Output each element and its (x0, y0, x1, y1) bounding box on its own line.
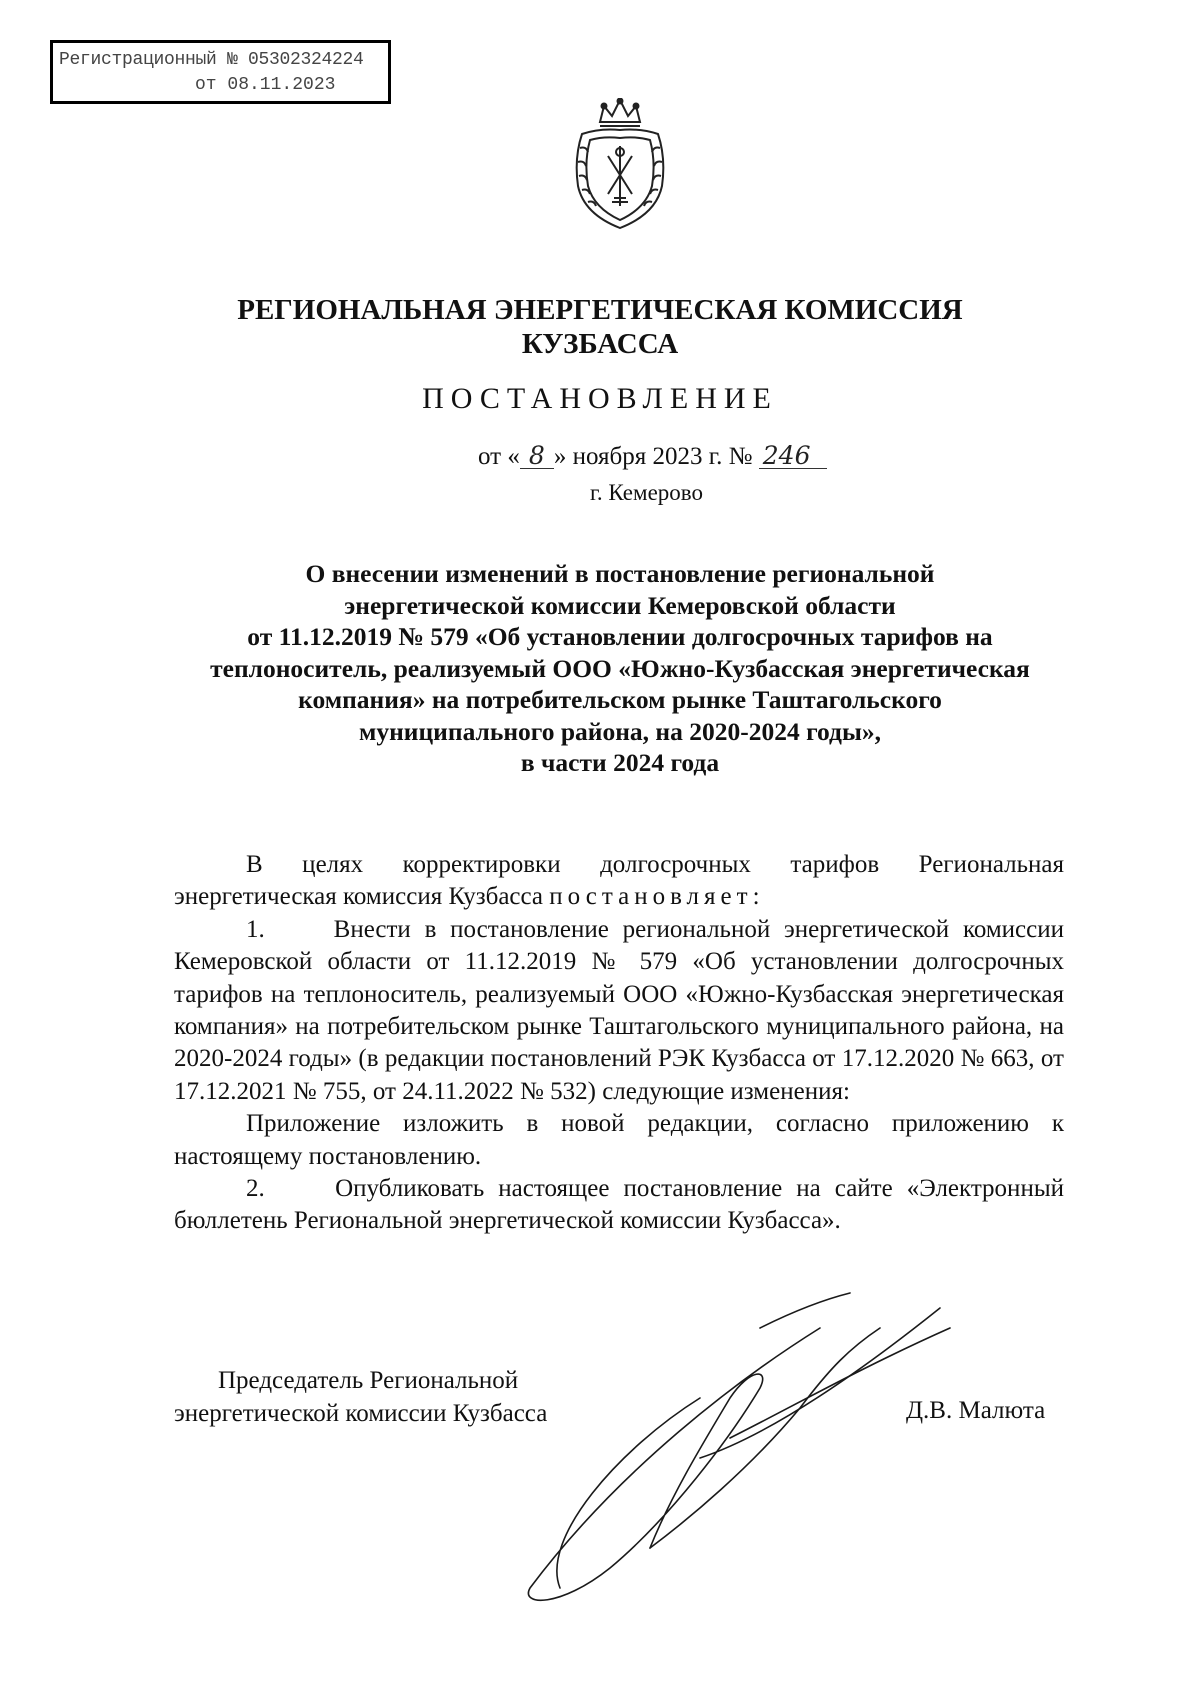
title-line: в части 2024 года (520, 748, 720, 777)
item-2 (174, 1173, 1064, 1238)
date-middle: » ноября 2023 г. № (553, 443, 753, 470)
coat-of-arms-icon (570, 98, 670, 232)
handwritten-number: 246 (759, 444, 827, 469)
document-type: ПОСТАНОВЛЕНИЕ (422, 382, 778, 415)
signer-position-line1: Председатель Региональной (218, 1367, 519, 1394)
organization-name-line2: КУЗБАССА (521, 328, 679, 360)
document-body (174, 849, 1064, 1238)
intro-colon: : (752, 883, 760, 911)
date-prefix: от « (478, 443, 520, 470)
item-1-number: 1. (246, 915, 265, 943)
item-1 (174, 914, 1064, 1108)
signer-position-line2: энергетической комиссии Кузбасса (174, 1400, 548, 1427)
decree-verb: постановляет (549, 883, 753, 911)
title-line: от 11.12.2019 № 579 «Об установлении долгосрочных тарифов на (247, 622, 993, 651)
decree-date-line (478, 443, 827, 471)
registration-number: Регистрационный № 05302324224 (59, 50, 364, 70)
title-line: энергетической комиссии Кемеровской области (344, 590, 896, 620)
item-1-subparagraph: Приложение изложить в новой редакции, согласно приложению к настоящему постановлению. (174, 1110, 1064, 1170)
handwritten-day: 8 (520, 444, 554, 469)
handwritten-signature (500, 1288, 960, 1620)
title-line: компания» на потребительском рынке Таштагольского (298, 685, 942, 714)
registration-date: от 08.11.2023 (195, 75, 336, 95)
signer-position (174, 1364, 547, 1430)
registration-stamp (50, 40, 391, 104)
title-line: О внесении изменений в постановление региональной (305, 559, 935, 588)
item-2-text: Опубликовать настоящее постановление на сайте «Электронный бюллетень Региональной энергетической комиссии Кузбасса». (174, 1175, 1064, 1235)
intro-text: В целях корректировки долгосрочных тарифов Региональная энергетическая комиссия Кузбасса (174, 851, 1064, 911)
item-1-text: Внести в постановление региональной энергетической комиссии Кемеровской области от 11.12.2019 № 579 «Об установлении долгосрочных тарифов на теплоноситель, реализуемый ООО «Южно-Кузбасская энергетическая компания» на потребительском рынке Таштагольского муниципального района, на 2020-2024 годы» (в редакции постановлений РЭК Кузбасса от 17.12.2020 № 663, от 17.12.2021 № 755, от 24.11.2022 № 532) следующие изменения: (174, 915, 1064, 1105)
intro-paragraph (174, 849, 1064, 914)
signer-name: Д.В. Малюта (906, 1397, 1046, 1424)
organization-name-line1: РЕГИОНАЛЬНАЯ ЭНЕРГЕТИЧЕСКАЯ КОМИССИЯ (237, 294, 963, 326)
title-line: муниципального района, на 2020-2024 годы», (358, 716, 881, 746)
title-line: теплоноситель, реализуемый ООО «Южно-Кузбасская энергетическая (210, 653, 1030, 683)
document-title (160, 558, 1080, 779)
item-2-number: 2. (246, 1175, 265, 1203)
city: г. Кемерово (590, 480, 703, 505)
